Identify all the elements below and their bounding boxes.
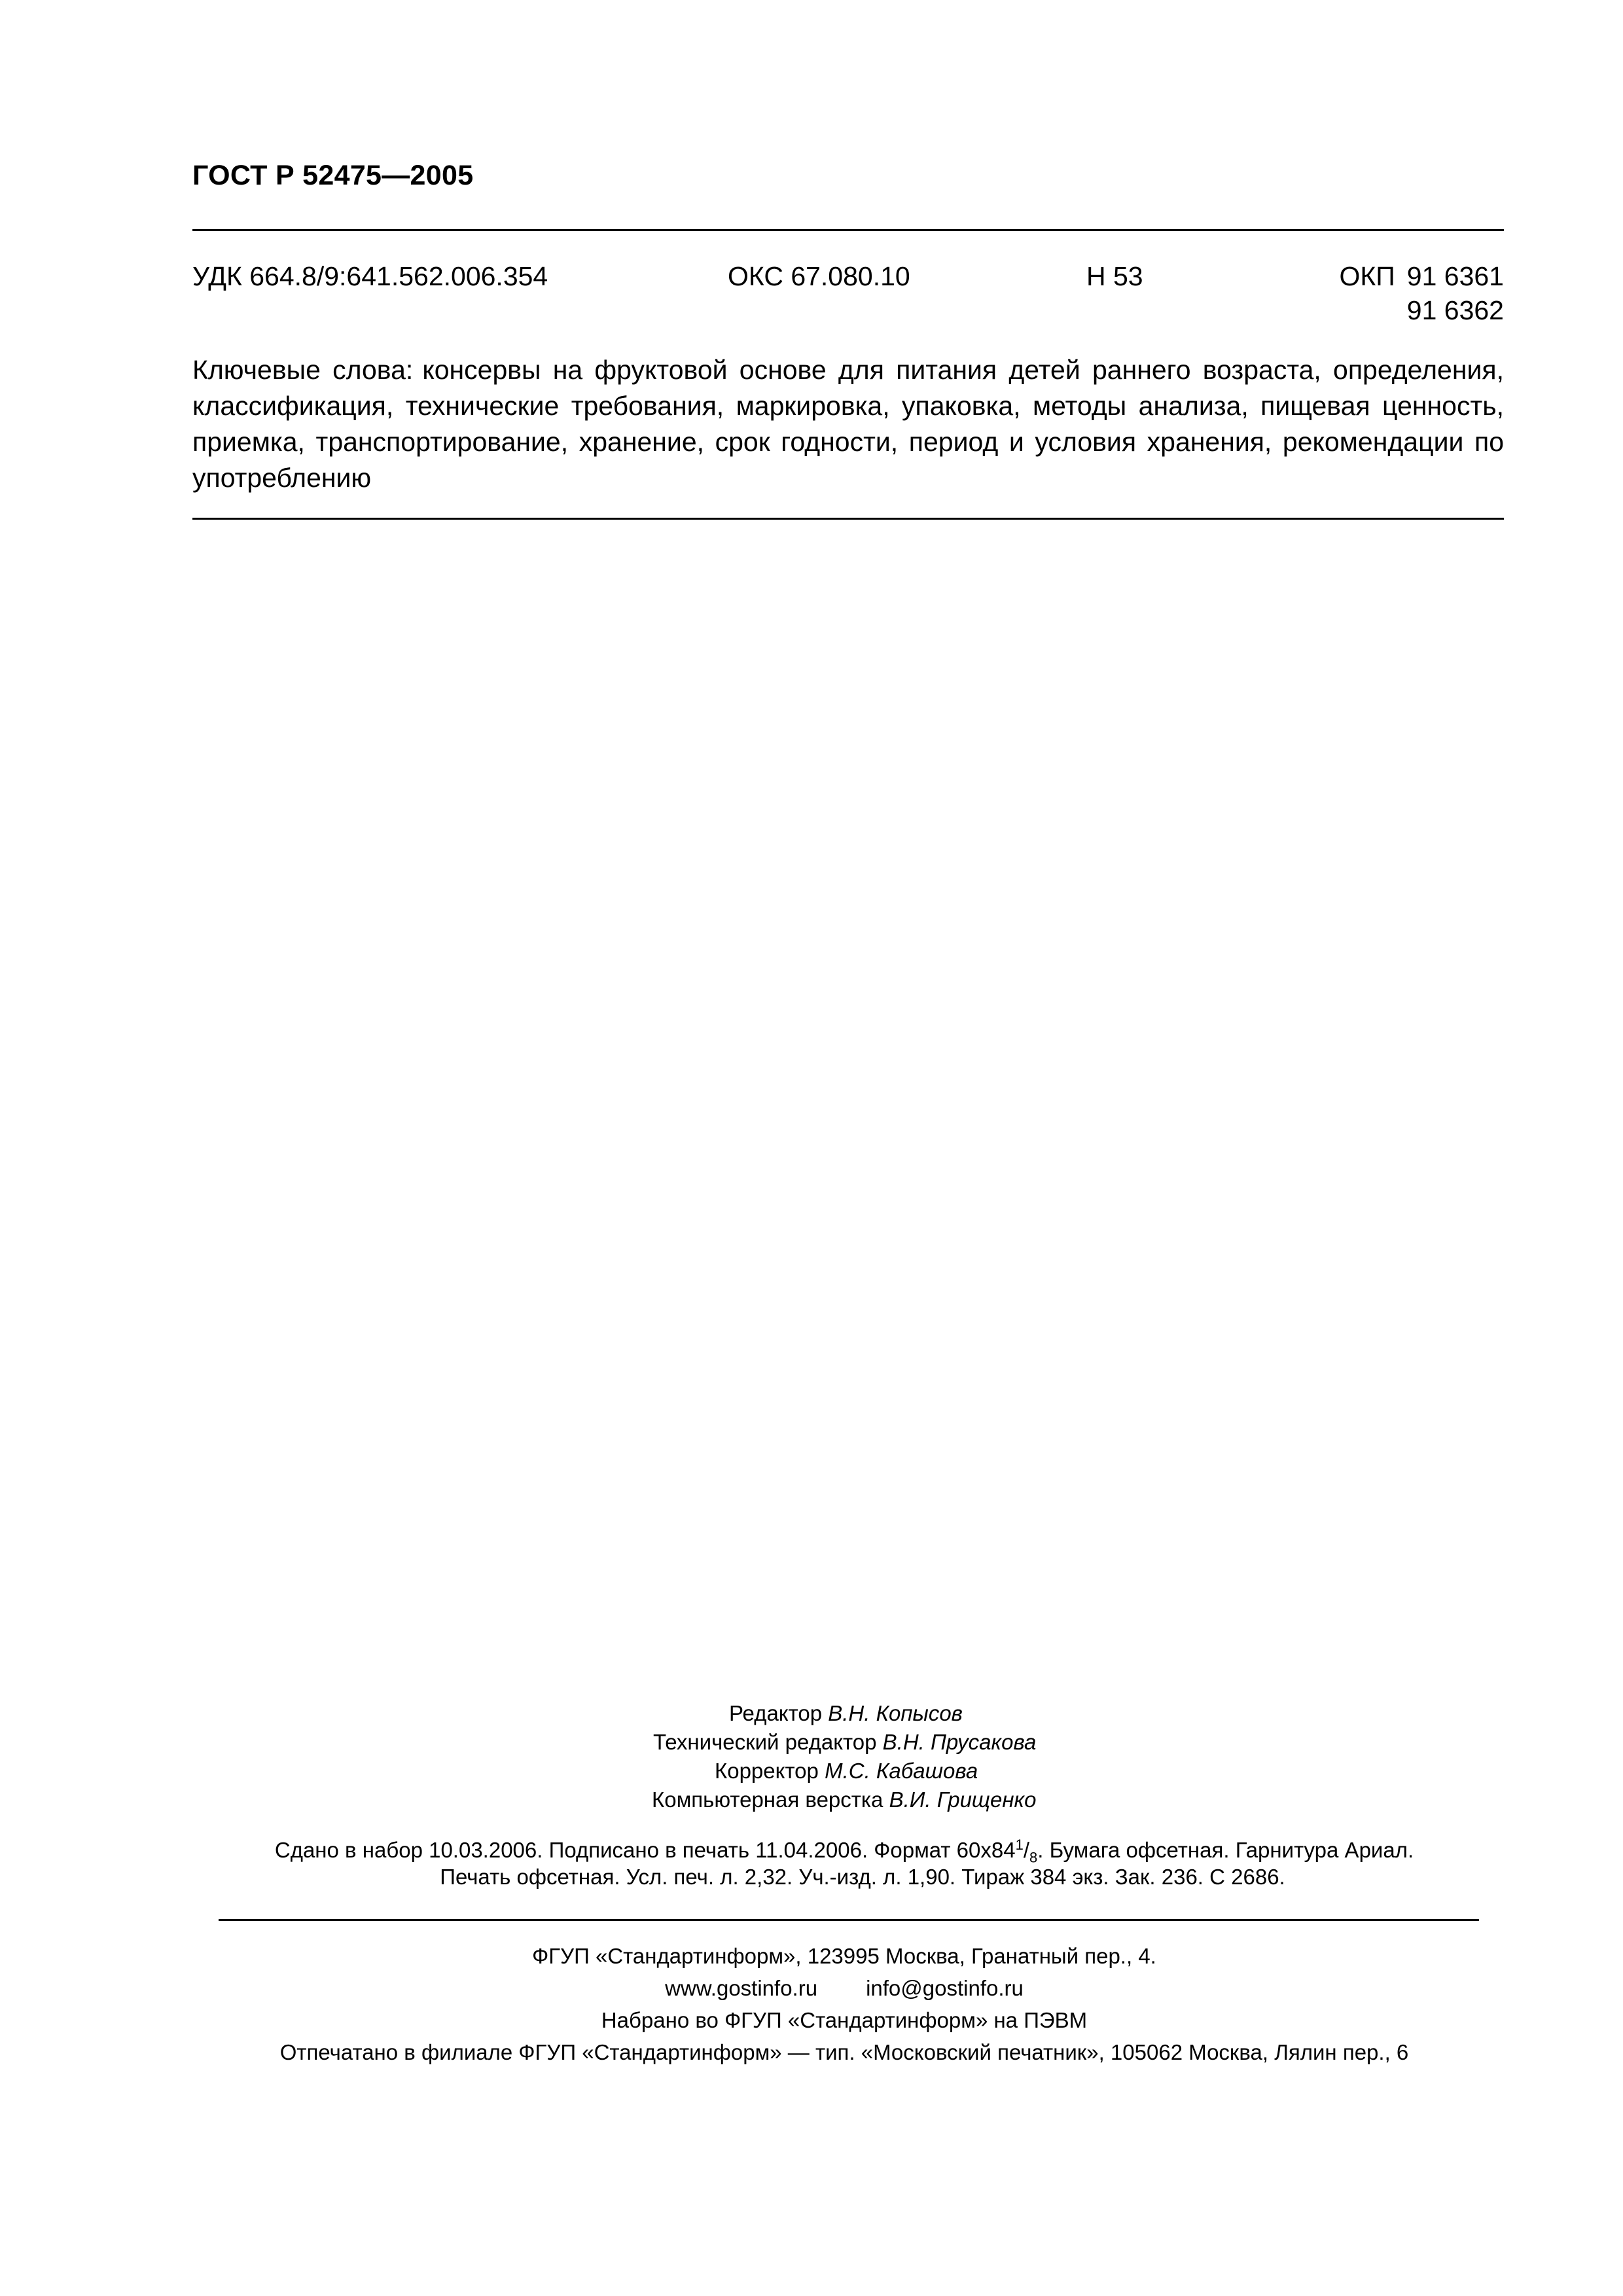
staff-role: Технический редактор <box>653 1730 877 1754</box>
staff-name: В.И. Грищенко <box>889 1787 1037 1812</box>
printed-note: Отпечатано в филиале ФГУП «Стандартинформ» — тип. «Московский печатник», 105062 Москва, Лялин пер., 6 <box>279 2040 1409 2064</box>
imprint-divider <box>219 1919 1479 1921</box>
okp-codes-block <box>1340 259 1504 327</box>
staff-editor <box>729 1699 963 1728</box>
staff-name: В.Н. Копысов <box>828 1701 963 1725</box>
staff-name: М.С. Кабашова <box>825 1759 978 1783</box>
typeset-note: Набрано во ФГУП «Стандартинформ» на ПЭВМ <box>601 2008 1088 2032</box>
print-info-line-2: Печать офсетная. Усл. печ. л. 2,32. Уч.-изд. л. 1,90. Тираж 384 экз. Зак. 236. С 2686. <box>440 1865 1285 1889</box>
staff-layout <box>652 1785 1036 1814</box>
document-code: ГОСТ Р 52475—2005 <box>192 160 474 191</box>
staff-tech-editor <box>653 1728 1036 1757</box>
okp-code-2: 91 6362 <box>1406 295 1504 325</box>
print-info-line-1-tail: . Бумага офсетная. Гарнитура Ариал. <box>1037 1838 1414 1862</box>
publisher-contacts <box>665 1972 1024 2004</box>
email-link[interactable]: info@gostinfo.ru <box>866 1976 1024 2000</box>
format-fraction-numerator: 1 <box>1015 1837 1024 1853</box>
staff-role: Редактор <box>729 1701 823 1725</box>
staff-role: Компьютерная верстка <box>652 1787 883 1812</box>
okp-label: ОКП <box>1339 261 1395 291</box>
keywords-divider <box>192 518 1504 520</box>
n-code: Н 53 <box>1086 261 1143 291</box>
okp-code-1: 91 6361 <box>1406 261 1504 291</box>
udk-code: УДК 664.8/9:641.562.006.354 <box>192 261 548 291</box>
keywords-text: консервы на фруктовой основе для питания детей раннего возраста, определения, классификация, технические требования, маркировка, упаковка, методы анализа, пищевая ценность, приемка, транспортирование, хранение, срок годности, период и условия хранения, рекомендации по употреблению <box>192 355 1504 493</box>
print-info-line-1: Сдано в набор 10.03.2006. Подписано в печать 11.04.2006. Формат $60x84^1/_8$. Бумага офсетная. Гарнитура Ариал. <box>274 1837 1414 1866</box>
format-fraction-denominator: 8 <box>1029 1849 1038 1866</box>
oks-code: ОКС 67.080.10 <box>728 261 910 291</box>
print-info-line-1-text: Сдано в набор 10.03.2006. Подписано в печать 11.04.2006. Формат 60x84 <box>274 1838 1016 1862</box>
publisher-address: ФГУП «Стандартинформ», 123995 Москва, Гранатный пер., 4. <box>532 1944 1156 1968</box>
keywords-paragraph <box>192 352 1504 496</box>
staff-name: В.Н. Прусакова <box>882 1730 1037 1754</box>
staff-role: Корректор <box>715 1759 819 1783</box>
okp-code-list <box>1407 259 1504 327</box>
staff-corrector <box>715 1757 978 1785</box>
top-divider <box>192 229 1504 231</box>
keywords-label: Ключевые слова: <box>192 355 414 385</box>
website-link[interactable]: www.gostinfo.ru <box>665 1976 818 2000</box>
